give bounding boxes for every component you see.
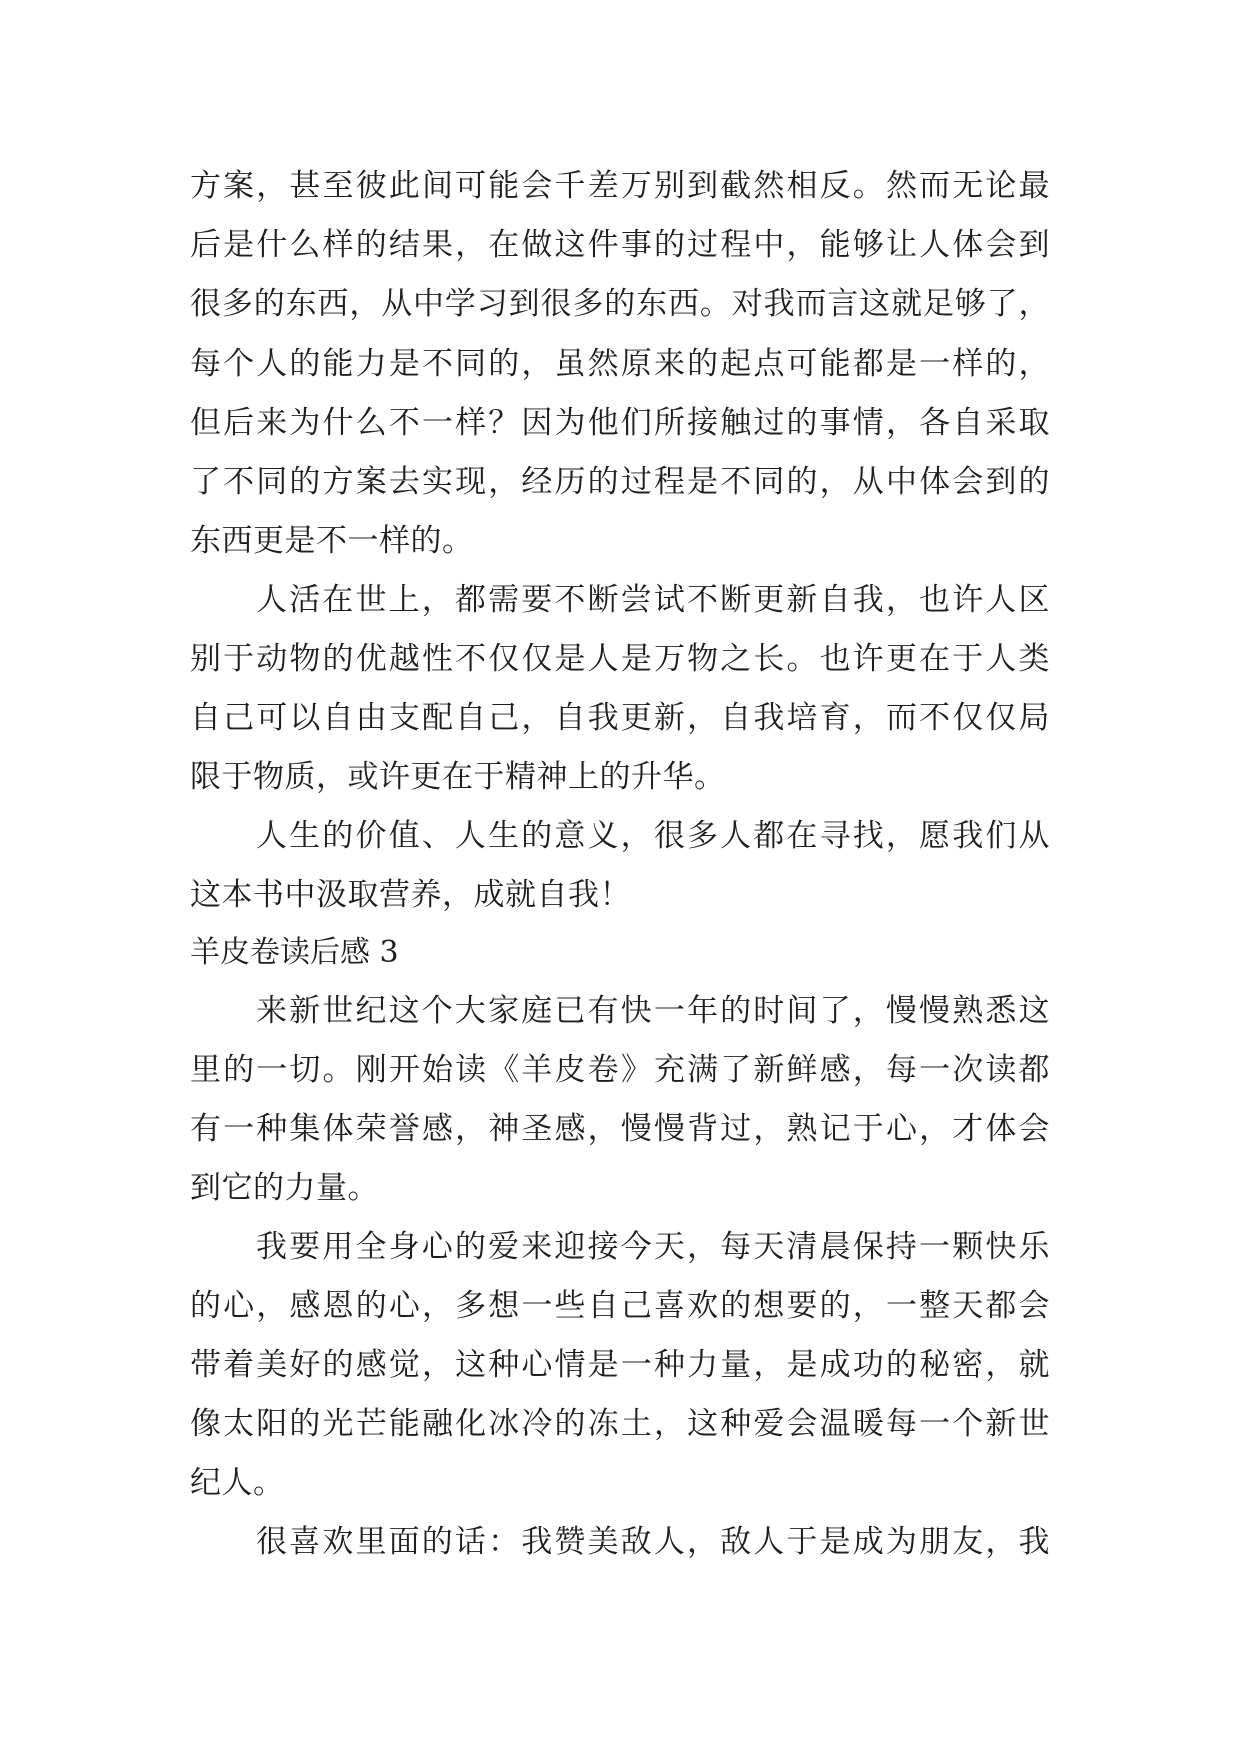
text-line: 自己可以自由支配自己，自我更新，自我培育，而不仅仅局: [190, 700, 1050, 736]
paragraph-first-line: 人生的价值、人生的意义，很多人都在寻找，愿我们从: [256, 818, 1050, 854]
text-line: 别于动物的优越性不仅仅是人是万物之长。也许更在于人类: [190, 641, 1050, 677]
text-line: 后是什么样的结果，在做这件事的过程中，能够让人体会到: [190, 227, 1050, 263]
paragraph-first-line: 很喜欢里面的话：我赞美敌人，敌人于是成为朋友，我: [256, 1524, 1050, 1560]
text-line: 里的一切。刚开始读《羊皮卷》充满了新鲜感，每一次读都: [190, 1052, 1050, 1088]
text-line: 很多的东西，从中学习到很多的东西。对我而言这就足够了，: [190, 286, 1050, 322]
text-line: 了不同的方案去实现，经历的过程是不同的，从中体会到的: [190, 464, 1050, 500]
text-line: 纪人。: [190, 1465, 285, 1501]
text-line: 带着美好的感觉，这种心情是一种力量，是成功的秘密，就: [190, 1347, 1050, 1383]
paragraph-first-line: 我要用全身心的爱来迎接今天，每天清晨保持一颗快乐: [256, 1229, 1050, 1265]
text-line: 但后来为什么不一样？因为他们所接触过的事情，各自采取: [190, 405, 1050, 441]
text-line: 每个人的能力是不同的，虽然原来的起点可能都是一样的，: [190, 346, 1050, 382]
text-line: 的心，感恩的心，多想一些自己喜欢的想要的，一整天都会: [190, 1288, 1050, 1324]
text-line: 到它的力量。: [190, 1170, 379, 1206]
text-line: 有一种集体荣誉感，神圣感，慢慢背过，熟记于心，才体会: [190, 1111, 1050, 1147]
paragraph-first-line: 人活在世上，都需要不断尝试不断更新自我，也许人区: [256, 582, 1050, 618]
text-line: 方案，甚至彼此间可能会千差万别到截然相反。然而无论最: [190, 168, 1050, 204]
paragraph-first-line: 来新世纪这个大家庭已有快一年的时间了，慢慢熟悉这: [256, 993, 1050, 1029]
text-line: 东西更是不一样的。: [190, 523, 474, 559]
text-line: 这本书中汲取营养，成就自我！: [190, 877, 631, 913]
text-line: 限于物质，或许更在于精神上的升华。: [190, 759, 726, 795]
text-line: 像太阳的光芒能融化冰冷的冻土，这种爱会温暖每一个新世: [190, 1406, 1050, 1442]
section-heading: 羊皮卷读后感 3: [190, 935, 399, 970]
